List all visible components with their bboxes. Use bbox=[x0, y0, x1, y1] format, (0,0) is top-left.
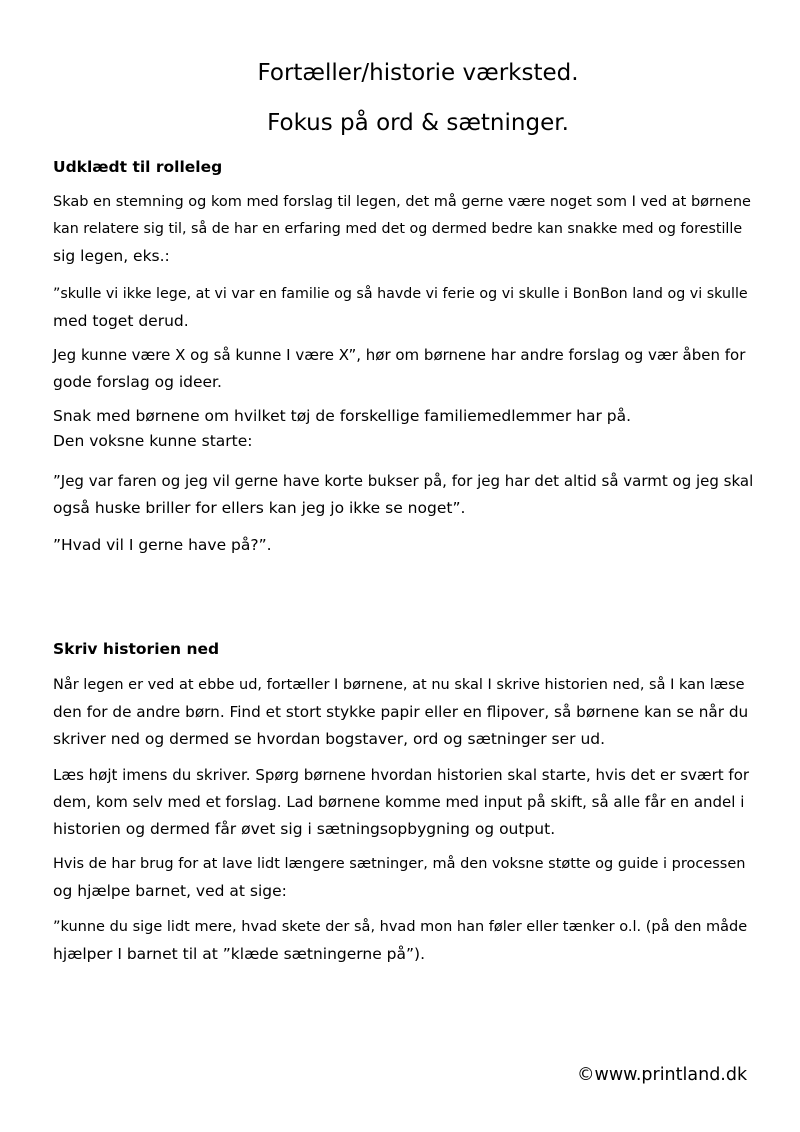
section-heading-udklaedt: Udklædt til rolleleg bbox=[53, 158, 223, 176]
text-line: Når legen er ved at ebbe ud, fortæller I børnene, at nu skal I skrive historien ned, så I kan læse bbox=[53, 677, 745, 693]
page-title-line-2: Fokus på ord & sætninger. bbox=[267, 110, 569, 136]
text-line: og hjælpe barnet, ved at sige: bbox=[53, 882, 287, 900]
text-line: også huske briller for ellers kan jeg jo ikke se noget”. bbox=[53, 499, 466, 517]
paragraph bbox=[53, 281, 748, 335]
text-line: Snak med børnene om hvilket tøj de forskellige familiemedlemmer har på. bbox=[53, 407, 632, 425]
paragraph bbox=[53, 189, 751, 270]
paragraph bbox=[53, 672, 748, 753]
paragraph bbox=[53, 404, 631, 454]
text-line: Hvis de har brug for at lave lidt længere sætninger, må den voksne støtte og guide i processen bbox=[53, 856, 746, 872]
text-line: Skab en stemning og kom med forslag til legen, det må gerne være noget som I ved at børnene bbox=[53, 194, 751, 210]
text-line: ”Jeg var faren og jeg vil gerne have korte bukser på, for jeg har det altid så varmt og jeg skal bbox=[53, 472, 754, 490]
text-line: ”Hvad vil I gerne have på?”. bbox=[53, 536, 272, 554]
text-line: ”kunne du sige lidt mere, hvad skete der så, hvad mon han føler eller tænker o.l. (på den måde bbox=[53, 919, 748, 935]
text-line: kan relatere sig til, så de har en erfaring med det og dermed bedre kan snakke med og forestille bbox=[53, 221, 743, 237]
text-line: Læs højt imens du skriver. Spørg børnene hvordan historien skal starte, hvis det er svært for bbox=[53, 766, 750, 784]
paragraph bbox=[53, 914, 747, 968]
text-line: ”skulle vi ikke lege, at vi var en familie og så havde vi ferie og vi skulle i BonBon land og vi skulle bbox=[53, 286, 748, 302]
text-line: Jeg kunne være X og så kunne I være X”, hør om børnene har andre forslag og vær åben for bbox=[53, 346, 746, 364]
paragraph bbox=[53, 342, 745, 396]
text-line: den for de andre børn. Find et stort stykke papir eller en flipover, så børnene kan se når du bbox=[53, 703, 749, 721]
text-line: Den voksne kunne starte: bbox=[53, 432, 253, 450]
paragraph bbox=[53, 851, 745, 905]
paragraph bbox=[53, 468, 753, 522]
text-line: gode forslag og ideer. bbox=[53, 373, 222, 391]
section-heading-skriv: Skriv historien ned bbox=[53, 640, 220, 658]
footer-copyright: ©www.printland.dk bbox=[577, 1065, 748, 1085]
text-line: skriver ned og dermed se hvordan bogstaver, ord og sætninger ser ud. bbox=[53, 730, 606, 748]
text-line: sig legen, eks.: bbox=[53, 247, 170, 265]
paragraph bbox=[53, 762, 749, 843]
paragraph bbox=[53, 532, 272, 559]
text-line: dem, kom selv med et forslag. Lad børnene komme med input på skift, så alle får en andel i bbox=[53, 793, 745, 811]
text-line: hjælper I barnet til at ”klæde sætningerne på”). bbox=[53, 945, 426, 963]
text-line: med toget derud. bbox=[53, 312, 189, 330]
page-title-line-1: Fortæller/historie værksted. bbox=[257, 60, 579, 86]
text-line: historien og dermed får øvet sig i sætningsopbygning og output. bbox=[53, 820, 556, 838]
